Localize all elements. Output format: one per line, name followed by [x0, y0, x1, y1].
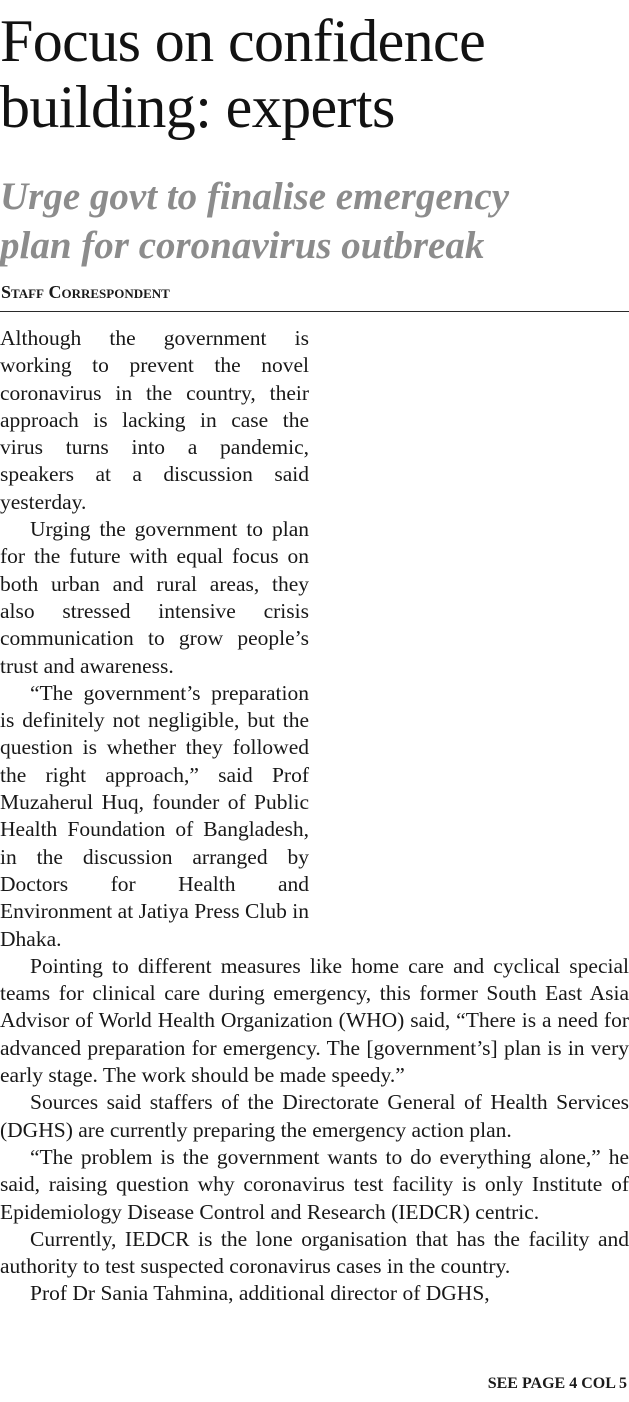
article-paragraph: Prof Dr Sania Tahmina, additional director of DGHS,	[30, 1281, 490, 1306]
headline	[0, 8, 629, 140]
article-paragraph: Pointing to different measures like home care and cyclical special teams for clinical care during emergency, this former South East Asia Advisor of World Health Organization (WHO) said, “There is a need for advanced preparation for emergency. The [government’s] plan is in very early stage. The work should be made speedy.”	[0, 953, 629, 1088]
article-paragraph: Currently, IEDCR is the lone organisation that has the facility and authority to test suspected coronavirus cases in the country.	[0, 1226, 629, 1279]
subheadline-line-1: Urge govt to finalise emergency	[0, 175, 510, 218]
article-paragraph: Although the government is working to prevent the novel coronavirus in the country, their approach is lacking in case the virus turns into a pandemic, speakers at a discussion said yesterday.	[0, 326, 309, 514]
headline-line-1: Focus on confidence	[0, 8, 486, 74]
article-paragraph: Sources said staffers of the Directorate General of Health Services (DGHS) are currently preparing the emergency action plan.	[0, 1090, 629, 1142]
subheadline	[0, 172, 629, 270]
image-placeholder-gap	[309, 572, 629, 927]
continued-on-page-label: SEE PAGE 4 COL 5	[487, 1375, 627, 1392]
byline-divider	[0, 311, 629, 312]
article-body	[0, 325, 629, 1308]
headline-line-2: building: experts	[0, 74, 395, 140]
article-paragraph: “The government’s preparation is definitely not negligible, but the question is whether they followed the right approach,” said Prof Muzaherul Huq, founder of Public Health Foundation of Bangladesh, in the discussion arranged by Doctors for Health and Environment at Jatiya Press Club in Dhaka.	[0, 680, 309, 951]
byline: Staff Correspondent	[1, 282, 170, 302]
article-paragraph: “The problem is the government wants to do everything alone,” he said, raising question why coronavirus test facility is only Institute of Epidemiology Disease Control and Research (IEDCR) centric.	[0, 1144, 629, 1224]
article-paragraph: Urging the government to plan for the future with equal focus on both urban and rural areas, they also stressed intensive crisis communication to grow people’s trust and awareness.	[0, 517, 309, 678]
subheadline-line-2: plan for coronavirus outbreak	[0, 224, 485, 267]
